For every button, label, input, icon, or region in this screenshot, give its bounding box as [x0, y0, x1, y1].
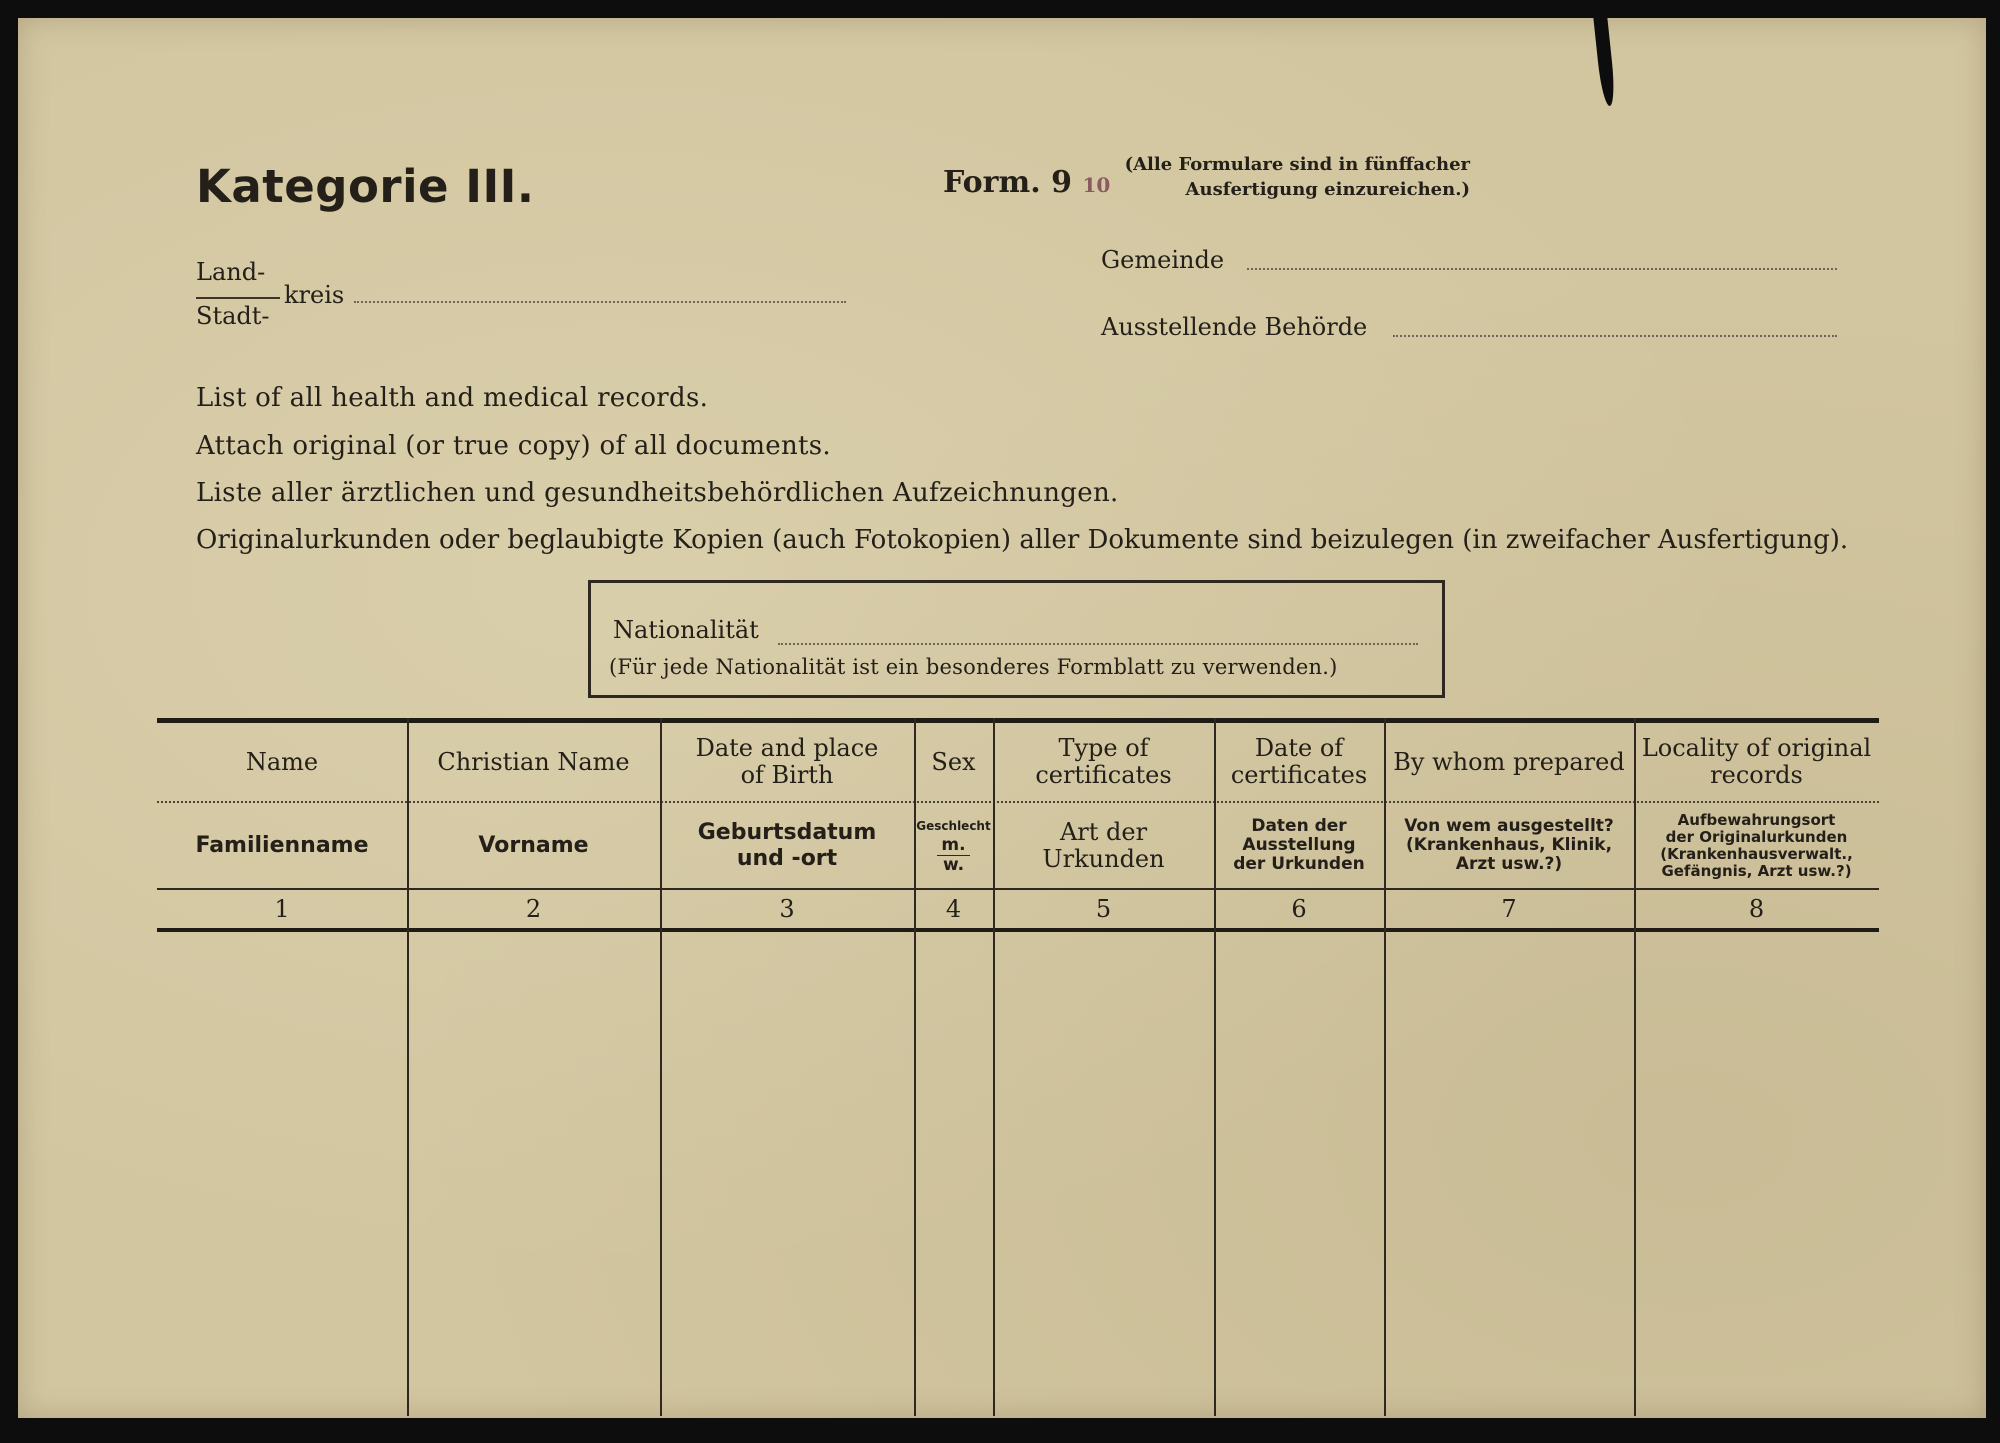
- instruction-3: Liste aller ärztlichen und gesundheitsbehördlichen Aufzeichnungen.: [196, 478, 1119, 508]
- col8-number: 8: [1748, 895, 1765, 923]
- records-table: [157, 718, 1879, 1416]
- col2-german-header: Vorname: [478, 832, 589, 858]
- form-number: [943, 165, 1110, 200]
- col4-number: 4: [945, 895, 962, 923]
- behoerde-field[interactable]: [1393, 335, 1837, 337]
- land-stadt-divider: [196, 297, 280, 299]
- form-label: Form.: [943, 165, 1041, 200]
- col8-english-header: Locality of original records: [1641, 734, 1872, 789]
- nationality-label: Nationalität: [613, 616, 759, 644]
- instruction-1: List of all health and medical records.: [196, 383, 709, 413]
- col2-number: 2: [525, 895, 542, 923]
- nationality-note: (Für jede Nationalität ist ein besonderes Formblatt zu verwenden.): [609, 655, 1338, 679]
- col3-german-header: Geburtsdatum und -ort: [697, 819, 877, 871]
- instruction-4: Originalurkunden oder beglaubigte Kopien (auch Fotokopien) aller Dokumente sind beizulegen (in zweifacher Ausfertigung).: [196, 525, 1849, 555]
- col5-number: 5: [1095, 895, 1112, 923]
- col1-german-header: Familienname: [195, 832, 369, 858]
- form-number-value: 9: [1051, 165, 1072, 200]
- col3-number: 3: [779, 895, 795, 923]
- col7-english-header: By whom prepared: [1393, 747, 1625, 776]
- stadt-label: Stadt-: [196, 302, 270, 330]
- col4-german-header: Geschlecht m. w.: [916, 818, 991, 875]
- col6-number: 6: [1291, 895, 1307, 923]
- copies-note-line2: Ausfertigung einzureichen.): [1185, 179, 1470, 200]
- col6-english-header: Date of certificates: [1230, 734, 1368, 789]
- copies-note: [1125, 152, 1470, 202]
- behoerde-label: Ausstellende Behörde: [1101, 313, 1368, 341]
- copies-note-line1: (Alle Formulare sind in fünffacher: [1124, 154, 1470, 175]
- kreis-field[interactable]: [354, 301, 846, 303]
- col4-english-header: Sex: [931, 747, 976, 776]
- col5-english-header: Type of certificates: [1035, 734, 1172, 789]
- col7-german-header: Von wem ausgestellt? (Krankenhaus, Klinik, Arzt usw.?): [1404, 816, 1614, 874]
- col2-english-header: Christian Name: [437, 747, 630, 776]
- form-number-overwrite: 10: [1082, 173, 1111, 197]
- col5-german-header: Art der Urkunden: [1042, 817, 1165, 873]
- instruction-2: Attach original (or true copy) of all documents.: [196, 431, 831, 461]
- kreis-label: kreis: [284, 281, 345, 309]
- nationality-box: [588, 580, 1445, 698]
- col6-german-header: Daten der Ausstellung der Urkunden: [1233, 816, 1365, 874]
- table-entry-area[interactable]: [157, 932, 1879, 1416]
- nationality-field[interactable]: [778, 643, 1418, 645]
- category-title: Kategorie III.: [196, 160, 535, 213]
- col1-english-header: Name: [245, 747, 319, 776]
- col1-number: 1: [274, 895, 290, 923]
- gemeinde-field[interactable]: [1247, 268, 1837, 270]
- gemeinde-label: Gemeinde: [1101, 246, 1225, 274]
- land-label: Land-: [196, 258, 266, 286]
- col7-number: 7: [1501, 895, 1517, 923]
- col3-english-header: Date and place of Birth: [695, 734, 879, 789]
- col8-german-header: Aufbewahrungsort der Originalurkunden (Krankenhausverwalt., Gefängnis, Arzt usw.?): [1660, 810, 1853, 880]
